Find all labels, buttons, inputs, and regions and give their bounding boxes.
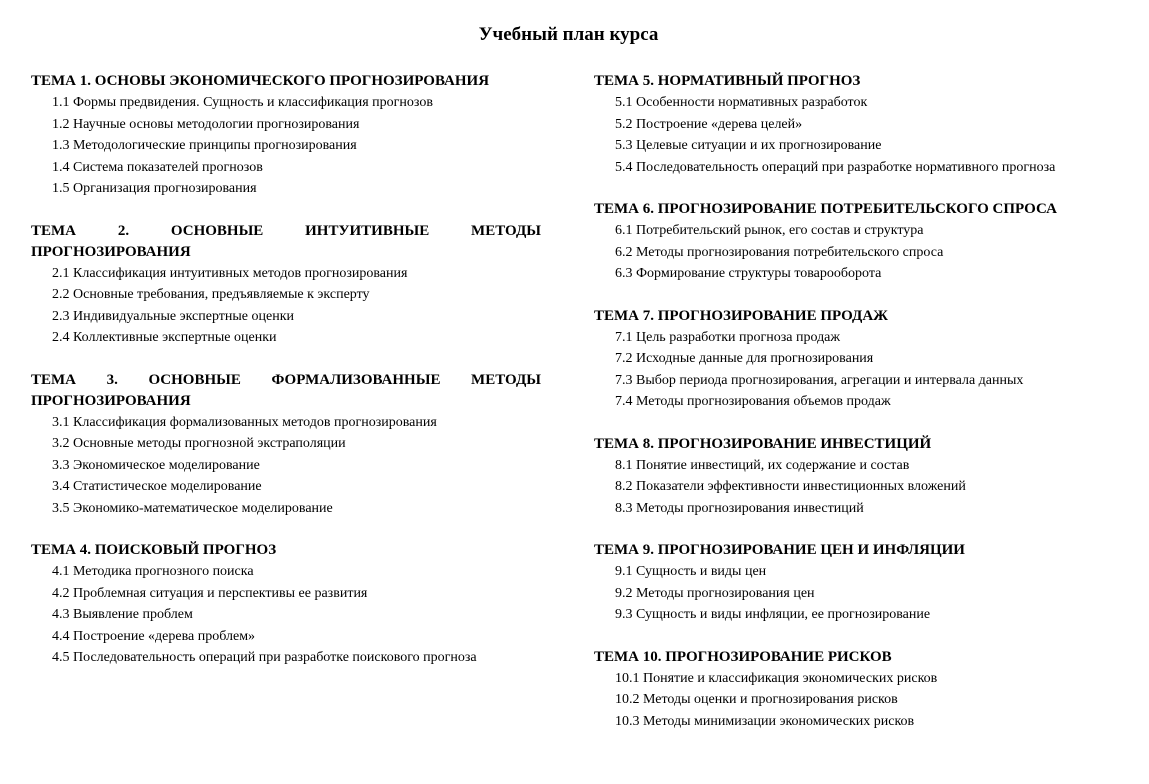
topic-item: 6.1 Потребительский рынок, его состав и структура bbox=[615, 223, 924, 238]
topic-item: 3.2 Основные методы прогнозной экстраполяции bbox=[52, 436, 346, 451]
topic-item: 5.3 Целевые ситуации и их прогнозирование bbox=[615, 138, 882, 153]
topic-item: 9.1 Сущность и виды цен bbox=[615, 564, 767, 579]
topic-item: 9.2 Методы прогнозирования цен bbox=[615, 585, 815, 601]
page-title: Учебный план курса bbox=[478, 24, 659, 45]
topic-item: 3.1 Классификация формализованных методов прогнозирования bbox=[52, 414, 437, 430]
topic-heading: ТЕМА 3. ОСНОВНЫЕ ФОРМАЛИЗОВАННЫЕ МЕТОДЫ ПРОГНОЗИРОВАНИЯ bbox=[31, 371, 541, 409]
topic-8 bbox=[594, 434, 1106, 520]
topic-9 bbox=[594, 540, 1106, 626]
topic-item: 7.1 Цель разработки прогноза продаж bbox=[615, 329, 841, 345]
topic-item: 1.1 Формы предвидения. Сущность и классификация прогнозов bbox=[52, 95, 433, 110]
topic-item: 8.2 Показатели эффективности инвестиционных вложений bbox=[615, 479, 966, 494]
topic-item: 2.1 Классификация интуитивных методов прогнозирования bbox=[52, 265, 408, 281]
topic-item: 4.1 Методика прогнозного поиска bbox=[52, 564, 254, 579]
topic-heading: ТЕМА 8. ПРОГНОЗИРОВАНИЕ ИНВЕСТИЦИЙ bbox=[594, 435, 932, 452]
topic-item: 8.1 Понятие инвестиций, их содержание и состав bbox=[615, 457, 910, 473]
topic-item: 9.3 Сущность и виды инфляции, ее прогнозирование bbox=[615, 607, 931, 622]
topic-item: 6.2 Методы прогнозирования потребительского спроса bbox=[615, 244, 944, 260]
topic-item: 10.2 Методы оценки и прогнозирования рисков bbox=[615, 692, 898, 707]
topic-7 bbox=[594, 306, 1106, 413]
topic-item: 4.5 Последовательность операций при разработке поискового прогноза bbox=[52, 650, 477, 665]
topic-item: 3.4 Статистическое моделирование bbox=[52, 479, 262, 494]
topic-heading: ТЕМА 6. ПРОГНОЗИРОВАНИЕ ПОТРЕБИТЕЛЬСКОГО СПРОСА bbox=[594, 201, 1057, 217]
topic-6 bbox=[594, 199, 1106, 285]
topic-item: 5.4 Последовательность операций при разработке нормативного прогноза bbox=[615, 159, 1056, 175]
topic-heading: ТЕМА 9. ПРОГНОЗИРОВАНИЕ ЦЕН И ИНФЛЯЦИИ bbox=[594, 542, 965, 558]
topic-item: 1.4 Система показателей прогнозов bbox=[52, 159, 263, 175]
topic-item: 4.2 Проблемная ситуация и перспективы ее развития bbox=[52, 585, 368, 601]
topic-4 bbox=[31, 540, 541, 669]
topic-item: 8.3 Методы прогнозирования инвестиций bbox=[615, 500, 864, 516]
topic-item: 5.2 Построение «дерева целей» bbox=[615, 116, 803, 132]
topic-item: 1.2 Научные основы методологии прогнозирования bbox=[52, 116, 360, 132]
topic-item: 7.2 Исходные данные для прогнозирования bbox=[615, 351, 874, 366]
topic-heading: ТЕМА 5. НОРМАТИВНЫЙ ПРОГНОЗ bbox=[594, 73, 861, 89]
topic-item: 6.3 Формирование структуры товарооборота bbox=[615, 266, 882, 281]
topic-item: 1.5 Организация прогнозирования bbox=[52, 181, 257, 196]
topic-item: 2.4 Коллективные экспертные оценки bbox=[52, 330, 277, 345]
topic-1 bbox=[31, 71, 541, 200]
right-column bbox=[594, 71, 1106, 753]
topic-5 bbox=[594, 71, 1106, 178]
topic-item: 7.4 Методы прогнозирования объемов продаж bbox=[615, 394, 891, 409]
topic-heading: ТЕМА 1. ОСНОВЫ ЭКОНОМИЧЕСКОГО ПРОГНОЗИРОВАНИЯ bbox=[31, 73, 490, 89]
topic-item: 1.3 Методологические принципы прогнозирования bbox=[52, 138, 357, 153]
topic-item: 4.3 Выявление проблем bbox=[52, 607, 193, 622]
topic-item: 2.3 Индивидуальные экспертные оценки bbox=[52, 308, 294, 324]
topic-item: 2.2 Основные требования, предъявляемые к эксперту bbox=[52, 287, 370, 302]
topic-item: 10.1 Понятие и классификация экономических рисков bbox=[615, 670, 938, 686]
topic-item: 3.5 Экономико-математическое моделирование bbox=[52, 500, 333, 516]
topic-heading: ТЕМА 7. ПРОГНОЗИРОВАНИЕ ПРОДАЖ bbox=[594, 307, 888, 324]
left-column bbox=[31, 71, 541, 690]
topic-item: 5.1 Особенности нормативных разработок bbox=[615, 95, 868, 110]
topic-heading: ТЕМА 10. ПРОГНОЗИРОВАНИЕ РИСКОВ bbox=[594, 648, 892, 665]
topic-3 bbox=[31, 370, 541, 520]
topic-heading: ТЕМА 2. ОСНОВНЫЕ ИНТУИТИВНЫЕ МЕТОДЫ ПРОГНОЗИРОВАНИЯ bbox=[31, 222, 541, 260]
topic-item: 3.3 Экономическое моделирование bbox=[52, 457, 260, 473]
topic-item: 7.3 Выбор периода прогнозирования, агрегации и интервала данных bbox=[615, 372, 1024, 388]
topic-item: 10.3 Методы минимизации экономических рисков bbox=[615, 713, 915, 729]
topic-2 bbox=[31, 221, 541, 349]
topic-item: 4.4 Построение «дерева проблем» bbox=[52, 628, 256, 644]
topic-10 bbox=[594, 647, 1106, 733]
topic-heading: ТЕМА 4. ПОИСКОВЫЙ ПРОГНОЗ bbox=[31, 542, 277, 558]
